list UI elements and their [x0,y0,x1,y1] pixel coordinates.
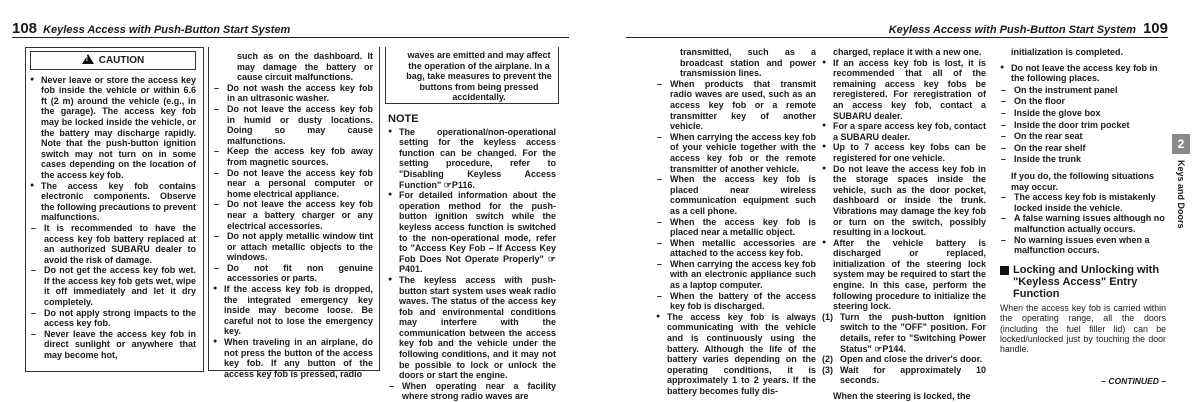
note-bullet: ● For detailed information about the operation method for the push-button ignition switch while the keyless access function is switched to the non-operational mode, refer to "Access Key Fob – If Access Key Fob Does Not Operate Properly" ☞P401. [388,190,556,275]
note-continued-text: When the steering is locked, the [833,391,971,401]
caution-dash-item: – It is recommended to have the access key fob battery replaced at an authorized SUBARU dealer to avoid the risk of damage. [30,223,196,265]
situation-item: – A false warning issues although no malfunction actually occurs. [1000,213,1166,234]
caution-dash-item: – Never leave the access key fob in direct sunlight or anywhere that may become hot, [30,329,196,361]
section-body: When the access key fob is carried within the operating range, all the doors (including the fuel filler lid) can be locked/unlocked just by touching the door handle. [1000,302,1166,355]
place-item: – On the floor [1000,96,1166,107]
note-bullet: ● Do not leave the access key fob in the storage spaces inside the vehicle, such as the door pocket, dashboard or inside the trunk. Vibrations may damage the key fob or turn on the switch, possibly resulting in a lockout. [822,164,986,238]
place-item: – On the rear seat [1000,131,1166,142]
caution-dash-item: – Do not leave the access key fob near a personal computer or home electrical appliance. [213,168,373,200]
right-page-number: 109 [1142,20,1168,37]
left-page-header [12,20,290,37]
section-square-icon [1000,266,1009,275]
note-bullet: ● The operational/non-operational setting for the keyless access function can be changed. For the setting procedure, refer to "Disabling Keyless Access Function" ☞P116. [388,127,556,191]
caution-col2 [213,51,373,379]
note-bullet: ● If an access key fob is lost, it is recommended that all of the remaining access key fobs be reregistered. For reregistration of an access key fob, contact a SUBARU dealer. [822,58,986,122]
caution-bullet: ● If the access key fob is dropped, the integrated emergency key inside may become loose. Be careful not to lose the emergency key. [213,284,373,337]
caution-col3-text: waves are emitted and may affect the operation of the airplane. In a bag, take measures to prevent the buttons from being pressed accidentally. [406,50,552,103]
chapter-tab [1172,134,1190,154]
caution-heading: !CAUTION [30,51,196,70]
right-header-rule [626,37,1168,38]
caution-continued-text: such as on the dashboard. It may damage the battery or cause circuit malfunctions. [237,51,373,83]
note-bullet: ● For a spare access key fob, contact a SUBARU dealer. [822,121,986,142]
caution-dash-item: – Do not apply metallic window tint or attach metallic objects to the windows. [213,231,373,263]
procedure-step: (3) Wait for approximately 10 seconds. [822,364,986,386]
note-col4 [656,47,816,397]
left-page-number: 108 [12,20,38,37]
caution-bullet: ● When traveling in an airplane, do not press the button of the access key fob. If any button of the access key fob is pressed, radio [213,337,373,379]
continued-marker: – CONTINUED – [1101,376,1166,386]
chapter-label: Keys and Doors [1176,160,1186,229]
note-heading: NOTE [388,113,419,125]
right-page-header [889,20,1168,37]
note-col3 [388,114,556,402]
note-continued-text: initialization is completed. [1011,47,1124,57]
note-col5 [822,47,986,402]
right-header-title: Keyless Access with Push-Button Start System [888,24,1136,36]
chapter-number: 2 [1177,137,1185,151]
situations-intro: If you do, the following situations may occur. [1011,170,1154,192]
note-dash-item: – When operating near a facility where strong radio waves are [388,381,556,402]
note-dash-item: – When the access key fob is placed near a metallic object. [656,217,816,238]
note-bullet: ● The keyless access with push-button start system uses weak radio waves. The status of the access key fob and environmental conditions may interfere with the communication between the access key fob and the vehicle under the following conditions, and it may not be possible to lock or unlock the doors or start the engine. [388,275,556,381]
place-item: – Inside the trunk [1000,154,1166,165]
caution-dash-item: – Keep the access key fob away from magnetic sources. [213,146,373,167]
procedure-step: (1) Turn the push-button ignition switch to the "OFF" position. For details, refer to "Switching Power Status" ☞P144. [822,311,986,354]
caution-dash-item: – Do not wash the access key fob in an ultrasonic washer. [213,83,373,104]
procedure-step: (2) Open and close the driver's door. [822,354,983,365]
caution-bullet: ● Never leave or store the access key fob inside the vehicle or within 6.6 ft (2 m) around the vehicle (e.g., in the garage). The access key fob may be locked inside the vehicle, or the battery may discharge rapidly. Note that the push-button ignition switch may not turn on in some cases depending on the location of the access key fob. [30,75,196,181]
note-dash-item: – When the battery of the access key fob is discharged. [656,291,816,312]
situation-item: – The access key fob is mistakenly locked inside the vehicle. [1000,192,1166,213]
note-col6 [1000,47,1166,355]
warning-triangle-icon [82,54,94,64]
section-title: Locking and Unlocking with "Keyless Access" Entry Function [1000,264,1166,300]
caution-dash-item: – Do not fit non genuine accessories or parts. [213,263,373,284]
left-header-title: Keyless Access with Push-Button Start System [43,24,291,36]
note-bullet: ● Up to 7 access key fobs can be registered for one vehicle. [822,142,986,163]
caution-dash-item: – Do not apply strong impacts to the access key fob. [30,308,196,329]
caution-bullet: ● The access key fob contains electronic components. Observe the following precautions to prevent malfunctions. [30,181,196,223]
situation-item: – No warning issues even when a malfunction occurs. [1000,235,1166,256]
caution-dash-item: – Do not leave the access key fob in humid or dusty locations. Doing so may cause malfunctions. [213,104,373,146]
note-dash-item: – When the access key fob is placed near wireless communication equipment such as a cell phone. [656,174,816,216]
note-dash-item: – When carrying the access key fob of your vehicle together with the access key fob or the remote transmitter of another vehicle. [656,132,816,174]
note-continued-text: transmitted, such as a broadcast station and power transmission lines. [680,47,816,79]
left-header-rule [12,37,569,38]
caution-dash-item: – Do not get the access key fob wet. If the access key fob gets wet, wipe it off immediately and let it dry completely. [30,265,196,307]
place-item: – On the rear shelf [1000,143,1166,154]
note-continued-text: charged, replace it with a new one. [833,47,982,57]
caution-dash-item: – Do not leave the access key fob near a battery charger or any electrical accessories. [213,199,373,231]
place-item: – On the instrument panel [1000,85,1166,96]
note-dash-item: – When carrying the access key fob with an electronic appliance such as a laptop computer. [656,259,816,291]
note-bullet: ● After the vehicle battery is discharged or replaced, initialization of the steering lock system may be required to start the engine. In this case, perform the following procedure to initialize the steering lock. [822,238,986,312]
note-bullet: ● The access key fob is always communicating with the vehicle and is continuously using the battery. Although the life of the battery varies depending on the operating conditions, it is approximately 1 to 2 years. If the battery becomes fully dis- [656,312,816,397]
place-item: – Inside the door trim pocket [1000,120,1166,131]
place-item: – Inside the glove box [1000,108,1166,119]
caution-col1 [30,51,196,361]
note-dash-item: – When metallic accessories are attached to the access key fob. [656,238,816,259]
note-bullet: ● Do not leave the access key fob in the following places. [1000,63,1166,84]
note-dash-item: – When products that transmit radio waves are used, such as an access key fob or a remote transmitter key of another vehicle. [656,79,816,132]
